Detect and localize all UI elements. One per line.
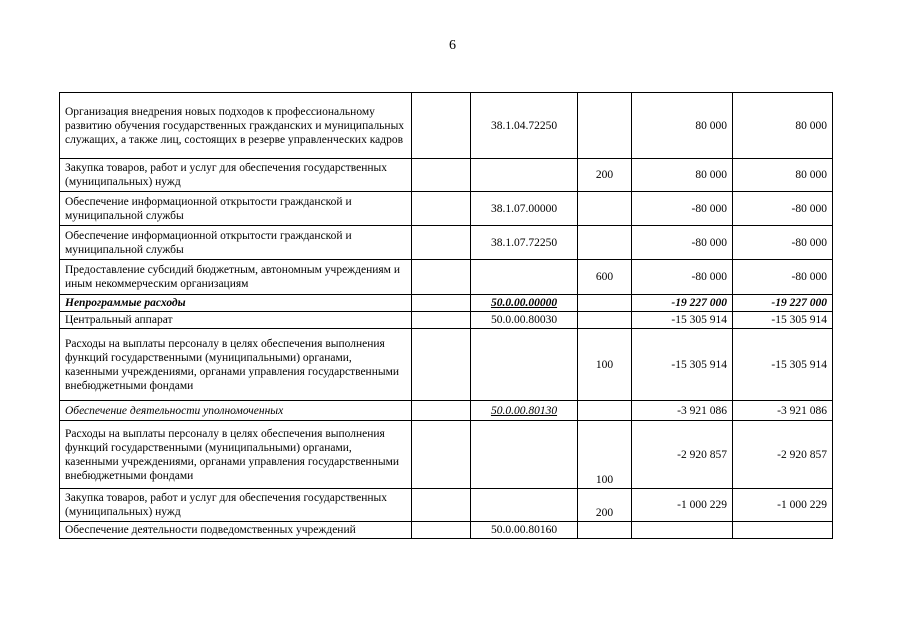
- row-code-cell: [471, 159, 578, 192]
- row-sum-2-cell: -2 920 857: [733, 421, 833, 489]
- row-sum-1-cell: [632, 522, 733, 539]
- row-sum-1-cell: -19 227 000: [632, 295, 733, 312]
- row-name-cell: Закупка товаров, работ и услуг для обеспечения государственных (муниципальных) нужд: [60, 159, 412, 192]
- row-sum-1-cell: -2 920 857: [632, 421, 733, 489]
- row-code-cell: 50.0.00.80160: [471, 522, 578, 539]
- table-row: [60, 522, 833, 539]
- row-expense-type-cell: [578, 312, 632, 329]
- row-sum-1-cell: -80 000: [632, 260, 733, 295]
- row-code-cell: [471, 489, 578, 522]
- row-blank-cell: [412, 192, 471, 226]
- row-blank-cell: [412, 93, 471, 159]
- row-expense-type-cell: 100: [578, 421, 632, 489]
- row-name-cell: Обеспечение деятельности подведомственных учреждений: [60, 522, 412, 539]
- table-row: [60, 226, 833, 260]
- row-blank-cell: [412, 329, 471, 401]
- row-blank-cell: [412, 226, 471, 260]
- table-row: [60, 421, 833, 489]
- row-sum-2-cell: -80 000: [733, 226, 833, 260]
- row-name-cell: Центральный аппарат: [60, 312, 412, 329]
- row-sum-2-cell: -19 227 000: [733, 295, 833, 312]
- page-number: 6: [449, 38, 456, 53]
- row-expense-type-cell: [578, 226, 632, 260]
- table-row: [60, 260, 833, 295]
- row-name-cell: Закупка товаров, работ и услуг для обеспечения государственных (муниципальных) нужд: [60, 489, 412, 522]
- row-name-cell: Обеспечение деятельности уполномоченных: [60, 401, 412, 421]
- row-blank-cell: [412, 522, 471, 539]
- row-expense-type-cell: [578, 401, 632, 421]
- row-name-cell: Организация внедрения новых подходов к профессиональному развитию обучения государственных гражданских и муниципальных служащих, а также лиц, состоящих в резерве управленческих кадров: [60, 93, 412, 159]
- row-name-cell: Расходы на выплаты персоналу в целях обеспечения выполнения функций государственными (муниципальными) органами, казенными учреждениями, органами управления государственными внебюджетными фондами: [60, 329, 412, 401]
- row-blank-cell: [412, 260, 471, 295]
- row-blank-cell: [412, 295, 471, 312]
- row-blank-cell: [412, 421, 471, 489]
- budget-table-body: [60, 93, 833, 539]
- row-sum-2-cell: 80 000: [733, 159, 833, 192]
- row-name-cell: Обеспечение информационной открытости гражданской и муниципальной службы: [60, 192, 412, 226]
- row-sum-1-cell: -15 305 914: [632, 329, 733, 401]
- row-sum-1-cell: 80 000: [632, 159, 733, 192]
- row-code-cell: [471, 421, 578, 489]
- row-blank-cell: [412, 489, 471, 522]
- row-sum-1-cell: -80 000: [632, 192, 733, 226]
- table-row: [60, 312, 833, 329]
- row-code-cell: 50.0.00.80130: [471, 401, 578, 421]
- row-code-cell: [471, 260, 578, 295]
- row-sum-2-cell: -3 921 086: [733, 401, 833, 421]
- table-row: [60, 93, 833, 159]
- table-row: [60, 192, 833, 226]
- row-code-cell: 38.1.07.00000: [471, 192, 578, 226]
- row-expense-type-cell: [578, 192, 632, 226]
- row-expense-type-cell: 200: [578, 489, 632, 522]
- row-sum-1-cell: -80 000: [632, 226, 733, 260]
- table-row: [60, 329, 833, 401]
- row-expense-type-cell: [578, 93, 632, 159]
- row-sum-2-cell: 80 000: [733, 93, 833, 159]
- row-sum-2-cell: [733, 522, 833, 539]
- table-row: [60, 159, 833, 192]
- row-blank-cell: [412, 159, 471, 192]
- row-expense-type-cell: 200: [578, 159, 632, 192]
- row-sum-1-cell: -3 921 086: [632, 401, 733, 421]
- table-row: [60, 489, 833, 522]
- row-code-cell: 38.1.07.72250: [471, 226, 578, 260]
- row-expense-type-cell: 100: [578, 329, 632, 401]
- row-sum-2-cell: -80 000: [733, 260, 833, 295]
- table-row: [60, 295, 833, 312]
- row-code-cell: 50.0.00.00000: [471, 295, 578, 312]
- table-row: [60, 401, 833, 421]
- row-name-cell: Обеспечение информационной открытости гражданской и муниципальной службы: [60, 226, 412, 260]
- row-name-cell: Непрограммые расходы: [60, 295, 412, 312]
- row-sum-2-cell: -1 000 229: [733, 489, 833, 522]
- row-expense-type-cell: [578, 295, 632, 312]
- row-code-cell: [471, 329, 578, 401]
- row-sum-2-cell: -15 305 914: [733, 312, 833, 329]
- row-sum-1-cell: -15 305 914: [632, 312, 733, 329]
- row-expense-type-cell: [578, 522, 632, 539]
- row-code-cell: 50.0.00.80030: [471, 312, 578, 329]
- row-sum-2-cell: -15 305 914: [733, 329, 833, 401]
- row-sum-1-cell: -1 000 229: [632, 489, 733, 522]
- row-sum-2-cell: -80 000: [733, 192, 833, 226]
- row-name-cell: Расходы на выплаты персоналу в целях обеспечения выполнения функций государственными (муниципальными) органами, казенными учреждениями, органами управления государственными внебюджетными фондами: [60, 421, 412, 489]
- budget-table: [59, 92, 833, 539]
- row-sum-1-cell: 80 000: [632, 93, 733, 159]
- row-blank-cell: [412, 401, 471, 421]
- row-expense-type-cell: 600: [578, 260, 632, 295]
- row-code-cell: 38.1.04.72250: [471, 93, 578, 159]
- row-blank-cell: [412, 312, 471, 329]
- row-name-cell: Предоставление субсидий бюджетным, автономным учреждениям и иным некоммерческим организациям: [60, 260, 412, 295]
